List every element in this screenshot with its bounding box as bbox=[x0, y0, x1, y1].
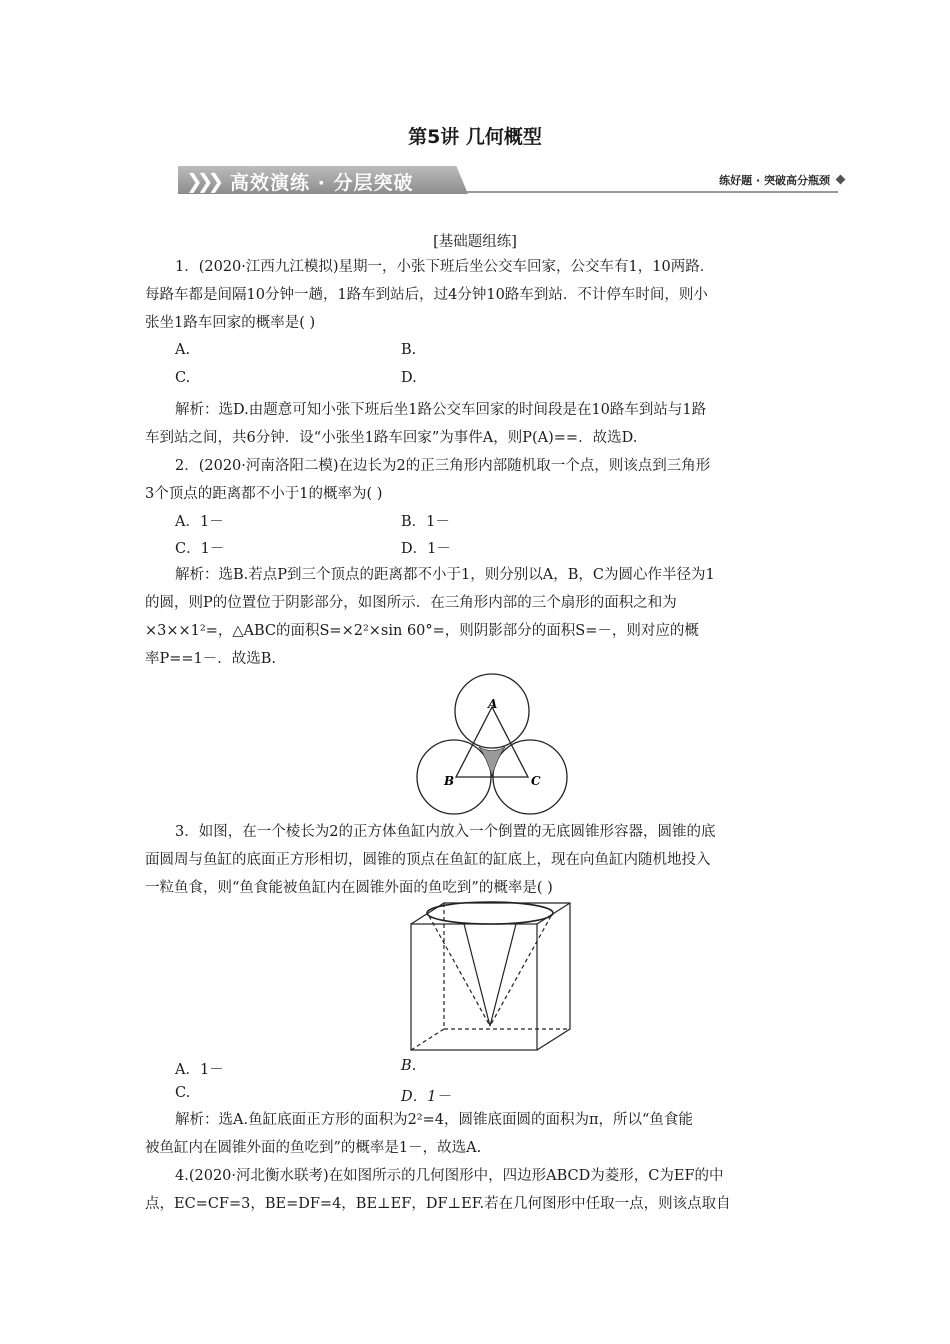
q2-stem-line: 2．(2020·河南洛阳二模)在边长为2的正三角形内部随机取一个点，则该点到三角形 bbox=[175, 458, 711, 474]
q4-stem-line: 4.(2020·河北衡水联考)在如图所示的几何图形中，四边形ABCD为菱形，C为EF的中 bbox=[175, 1168, 724, 1184]
diamond-icon bbox=[836, 175, 846, 185]
q1-option-d: D. bbox=[401, 370, 417, 386]
q1-analysis-line: 解析：选D.由题意可知小张下班后坐1路公交车回家的时间段是在10路车到站与1路 bbox=[175, 402, 707, 418]
label-a: A bbox=[488, 697, 498, 711]
q1-stem-line: 每路车都是间隔10分钟一趟，1路车到站后，过4分钟10路车到站．不计停车时间，则小 bbox=[145, 287, 708, 303]
q2-option-c: C．1－ bbox=[175, 541, 225, 557]
q3-stem-line: 一粒鱼食，则“鱼食能被鱼缸内在圆锥外面的鱼吃到”的概率是( ) bbox=[145, 880, 553, 896]
q1-analysis-line: 车到站之间，共6分钟．设“小张坐1路车回家”为事件A，则P(A)==．故选D. bbox=[145, 430, 638, 446]
cone-slant bbox=[464, 924, 490, 1026]
cube-front-face bbox=[411, 924, 537, 1050]
section-heading: [基础题组练] bbox=[433, 234, 517, 250]
q2-option-b: B．1－ bbox=[401, 514, 450, 530]
q2-option-a: A．1－ bbox=[175, 514, 224, 530]
q3-analysis-line: 解析：选A.鱼缸底面正方形的面积为2²=4，圆锥底面圆的面积为π，所以“鱼食能 bbox=[175, 1112, 693, 1128]
shaded-region bbox=[479, 747, 505, 776]
q1-stem-line: 张坐1路车回家的概率是( ) bbox=[145, 315, 316, 331]
cone-slant bbox=[490, 916, 551, 1026]
banner-divider bbox=[466, 191, 838, 193]
banner-right-text: 练好题 · 突破高分瓶颈 bbox=[719, 174, 830, 187]
q2-analysis-line: ×3××1²=，△ABC的面积S=×2²×sin 60°=，则阴影部分的面积S=－，则对应的概 bbox=[145, 623, 699, 639]
q1-option-b: B. bbox=[401, 342, 417, 358]
q2-option-d: D．1－ bbox=[401, 541, 451, 557]
q1-stem-line: 1．(2020·江西九江模拟)星期一，小张下班后坐公交车回家，公交车有1，10两路． bbox=[175, 259, 715, 275]
page-title: 第5讲 几何概型 bbox=[408, 126, 542, 148]
banner-main-text: 高效演练 · 分层突破 bbox=[230, 172, 414, 194]
q4-stem-line: 点，EC=CF=3，BE=DF=4，BE⊥EF，DF⊥EF.若在几何图形中任取一点，则该点取自 bbox=[145, 1196, 731, 1212]
q3-option-d: D．1－ bbox=[401, 1089, 451, 1105]
cone-slant bbox=[490, 924, 516, 1026]
q1-option-c: C. bbox=[175, 370, 191, 386]
q3-analysis-line: 被鱼缸内在圆锥外面的鱼吃到”的概率是1－，故选A. bbox=[145, 1140, 482, 1156]
q2-analysis-line: 解析：选B.若点P到三个顶点的距离都不小于1，则分别以A，B，C为圆心作半径为1 bbox=[175, 567, 715, 583]
cone-base-ellipse bbox=[427, 902, 553, 924]
cone-slant bbox=[429, 916, 490, 1026]
label-c: C bbox=[531, 774, 541, 788]
q2-analysis-line: 的圆，则P的位置位于阴影部分，如图所示．在三角形内部的三个扇形的面积之和为 bbox=[145, 595, 677, 611]
q3-option-c: C. bbox=[175, 1085, 191, 1101]
q3-option-b: B. bbox=[401, 1058, 417, 1074]
q2-stem-line: 3个顶点的距离都不小于1的概率为( ) bbox=[145, 486, 383, 502]
label-b: B bbox=[444, 774, 455, 788]
three-circles-figure bbox=[412, 672, 572, 817]
q3-stem-line: 面圆周与鱼缸的底面正方形相切，圆锥的顶点在鱼缸的缸底上，现在向鱼缸内随机地投入 bbox=[145, 852, 711, 868]
q3-stem-line: 3．如图，在一个棱长为2的正方体鱼缸内放入一个倒置的无底圆锥形容器，圆锥的底 bbox=[175, 824, 716, 840]
cube-hidden-edge bbox=[411, 1029, 444, 1050]
q1-option-a: A. bbox=[175, 342, 191, 358]
chevron-right-icon: ❯❯❯ bbox=[186, 169, 219, 193]
cube-cone-figure bbox=[408, 900, 578, 1052]
q2-analysis-line: 率P==1－．故选B. bbox=[145, 651, 277, 667]
section-banner bbox=[178, 166, 846, 196]
q3-option-a: A．1－ bbox=[175, 1062, 224, 1078]
circle-a bbox=[455, 674, 529, 748]
